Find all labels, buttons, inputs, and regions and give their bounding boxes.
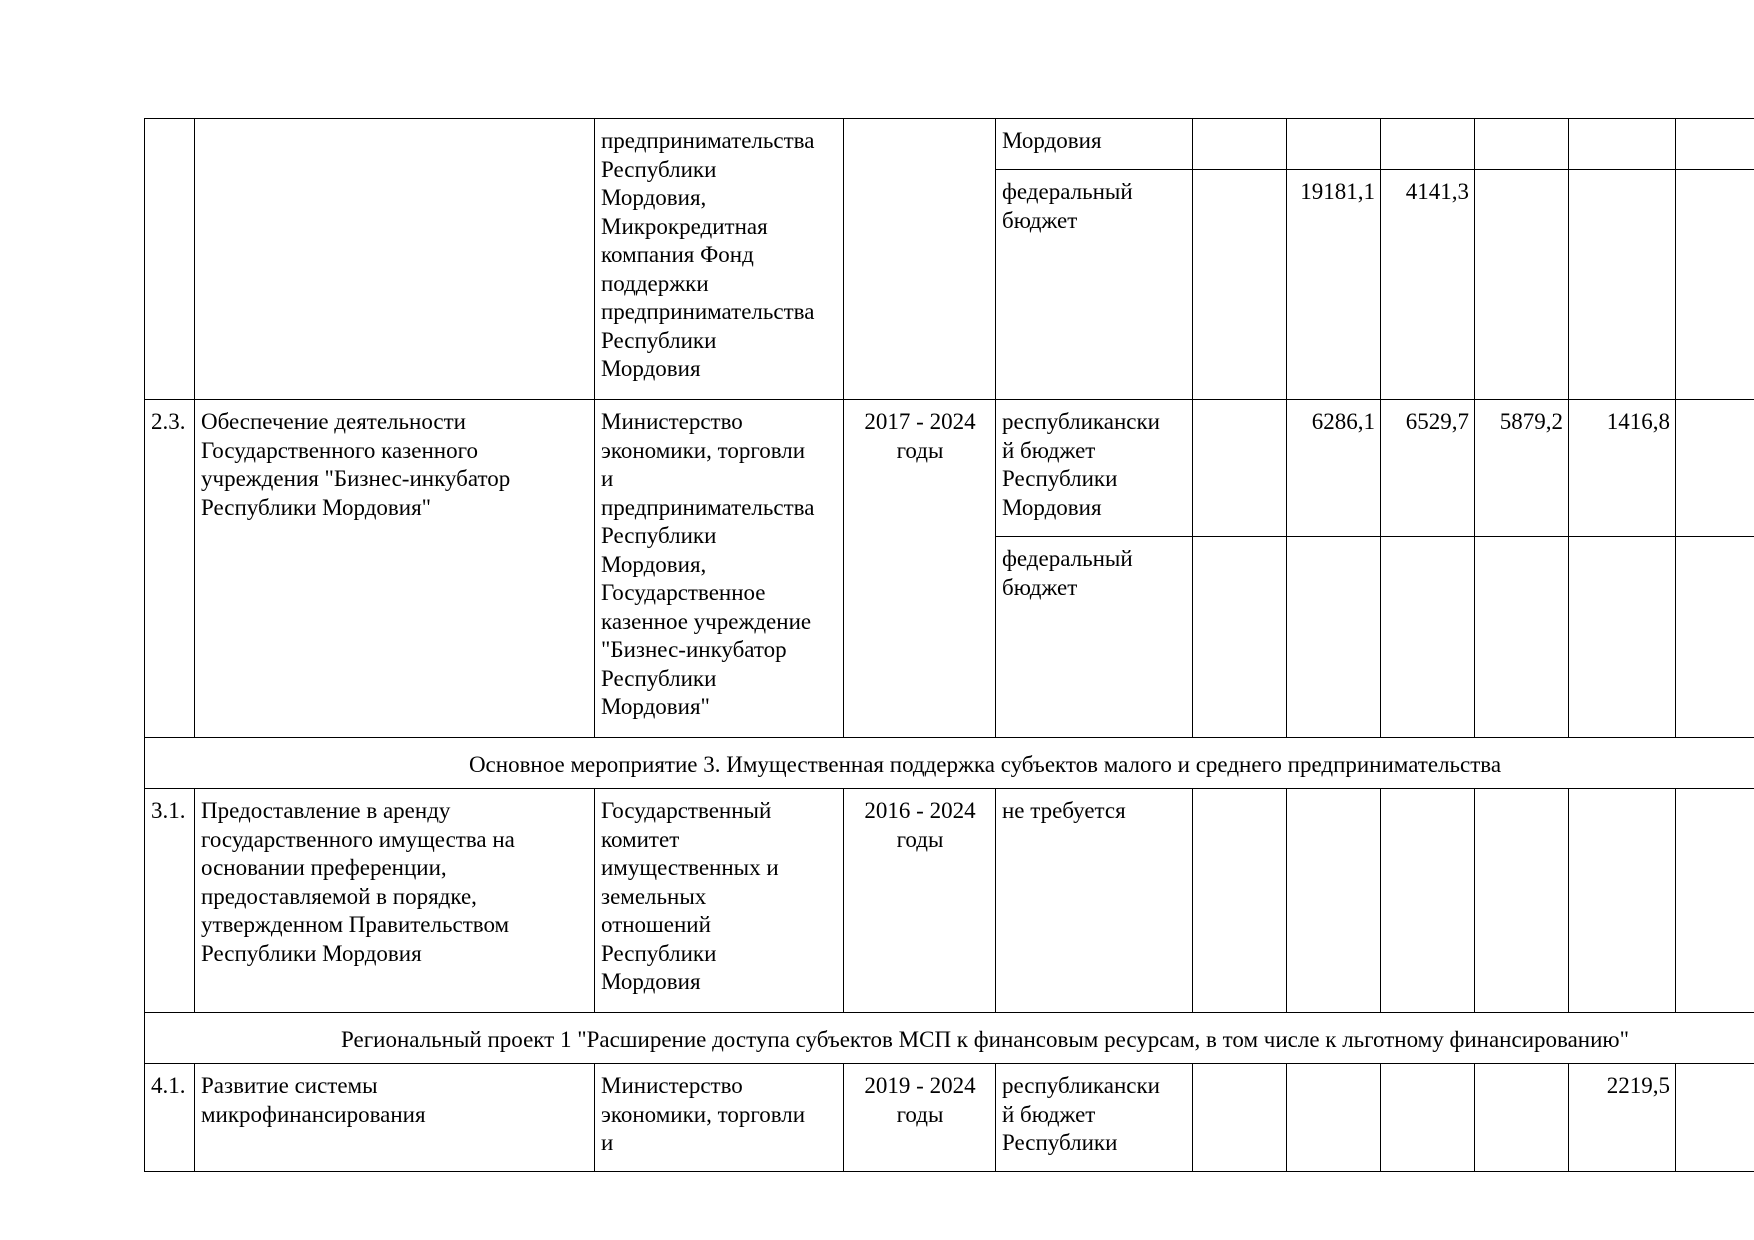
executor-line: Республики [601,665,717,691]
measure-name-line: Предоставление в аренду [201,798,451,823]
measure-name [195,789,595,1013]
item-number: 4.1. [145,1064,195,1172]
funding-value: 1416,8 [1569,400,1676,537]
measure-name-line: Государственного казенного [201,437,478,463]
funding-source-line: й бюджет [1002,1101,1096,1127]
funding-value [1193,400,1287,537]
executor-line: поддержки [601,270,709,296]
funding-source [996,1064,1193,1172]
item-number: 2.3. [145,400,195,738]
executor-line: Мордовия" [601,694,710,719]
funding-source [996,789,1193,1013]
funding-source-line: федеральный [1002,179,1133,204]
executor-line: Республики [601,156,717,182]
executor-line: предпринимательства [601,128,815,153]
funding-value: 19181,1 [1287,170,1381,400]
funding-source-line: Мордовия [1002,494,1102,520]
funding-value [1569,789,1676,1013]
measure-name-line: микрофинансирования [201,1101,426,1127]
executor-line: земельных [601,883,707,909]
funding-value [1676,119,1754,170]
funding-value [1287,789,1381,1013]
executor-line: Мордовия [601,356,701,381]
funding-value [1676,400,1754,537]
executor-line: предпринимательства [601,299,815,324]
funding-value: 5879,2 [1475,400,1569,537]
measure-name-line: государственного имущества на [201,826,515,852]
measure-name-line: утвержденном Правительством [201,912,510,937]
executor-line: имущественных и [601,855,779,880]
funding-source-line: бюджет [1002,574,1078,600]
executor [595,789,844,1013]
period [844,1064,996,1172]
funding-source-line: й бюджет [1002,437,1096,463]
funding-source [996,537,1193,738]
funding-value [1569,119,1676,170]
measure-name-line: Республики Мордовия [201,940,422,966]
funding-value [1475,170,1569,400]
period-line: годы [896,1101,944,1127]
executor-line: "Бизнес-инкубатор [601,637,787,662]
document-page [144,118,1754,1174]
funding-value [1193,537,1287,738]
measure-name-line: Обеспечение деятельности [201,409,466,434]
table-body [145,119,1754,1172]
period-line: годы [896,826,944,852]
period [844,789,996,1013]
item-number [145,119,195,400]
executor-line: предпринимательства [601,494,815,520]
table-row [145,1064,1754,1172]
table-row [145,789,1754,1013]
funding-value [1287,119,1381,170]
executor [595,119,844,400]
funding-value [1381,789,1475,1013]
funding-source-line: бюджет [1002,207,1078,233]
executor-line: Министерство [601,1073,743,1098]
executor-line: Мордовия, [601,551,707,577]
funding-value [1676,537,1754,738]
funding-source-line: Республики [1002,1130,1118,1155]
period-line: годы [896,437,944,463]
executor-line: компания Фонд [601,242,754,267]
funding-value [1475,789,1569,1013]
period-line: 2016 - 2024 [864,798,976,823]
executor-line: Государственный [601,798,772,823]
funding-value [1475,119,1569,170]
item-number: 3.1. [145,789,195,1013]
funding-value [1193,170,1287,400]
measure-name [195,400,595,738]
table-row [145,119,1754,170]
section-row [145,738,1754,789]
executor-line: казенное учреждение [601,608,812,634]
executor-line: Мордовия [601,969,701,994]
period [844,119,996,400]
executor-line: экономики, торговли [601,1101,806,1127]
funding-value [1193,119,1287,170]
executor-line: и [601,466,614,491]
executor-line: отношений [601,912,711,937]
measure-name-line: основании преференции, [201,855,447,880]
funding-value [1381,119,1475,170]
measure-name-line: Республики Мордовия" [201,494,432,520]
program-table [144,118,1754,1172]
section-row [145,1013,1754,1064]
period-line: 2017 - 2024 [864,409,976,434]
funding-source-line: республикански [1002,1073,1160,1098]
funding-value [1676,1064,1754,1172]
executor-line: и [601,1130,614,1155]
period [844,400,996,738]
section-title: Региональный проект 1 "Расширение доступа субъектов МСП к финансовым ресурсам, в том числе к льготному финансированию" [145,1013,1754,1064]
measure-name [195,1064,595,1172]
funding-value [1676,789,1754,1013]
funding-value [1569,537,1676,738]
funding-value [1287,1064,1381,1172]
executor-line: Микрокредитная [601,213,768,239]
funding-value [1193,789,1287,1013]
executor-line: Государственное [601,580,766,605]
funding-value [1381,1064,1475,1172]
measure-name [195,119,595,400]
funding-value: 6529,7 [1381,400,1475,537]
funding-source-line: Республики [1002,466,1118,491]
period-line: 2019 - 2024 [864,1073,976,1098]
funding-value [1475,1064,1569,1172]
funding-value: 4141,3 [1381,170,1475,400]
funding-source-line: не требуется [1002,798,1126,823]
executor-line: Республики [601,523,717,548]
funding-source [996,170,1193,400]
funding-source-line: Мордовия [1002,128,1102,153]
section-title: Основное мероприятие 3. Имущественная поддержка субъектов малого и среднего предпринимательства [145,738,1754,789]
measure-name-line: учреждения "Бизнес-инкубатор [201,466,511,491]
measure-name-line: Развитие системы [201,1073,378,1098]
table-row [145,400,1754,537]
funding-value: 2219,5 [1569,1064,1676,1172]
funding-value [1287,537,1381,738]
funding-value [1193,1064,1287,1172]
funding-value [1569,170,1676,400]
funding-value [1381,537,1475,738]
funding-source-line: республикански [1002,409,1160,434]
executor-line: Республики [601,940,717,966]
funding-source-line: федеральный [1002,546,1133,571]
funding-value: 6286,1 [1287,400,1381,537]
funding-value [1475,537,1569,738]
funding-source [996,400,1193,537]
executor-line: комитет [601,826,680,852]
executor-line: Мордовия, [601,185,707,210]
executor-line: Министерство [601,409,743,434]
executor-line: Республики [601,327,717,353]
funding-value [1676,170,1754,400]
funding-source [996,119,1193,170]
executor [595,400,844,738]
executor [595,1064,844,1172]
executor-line: экономики, торговли [601,437,806,463]
measure-name-line: предоставляемой в порядке, [201,883,477,909]
